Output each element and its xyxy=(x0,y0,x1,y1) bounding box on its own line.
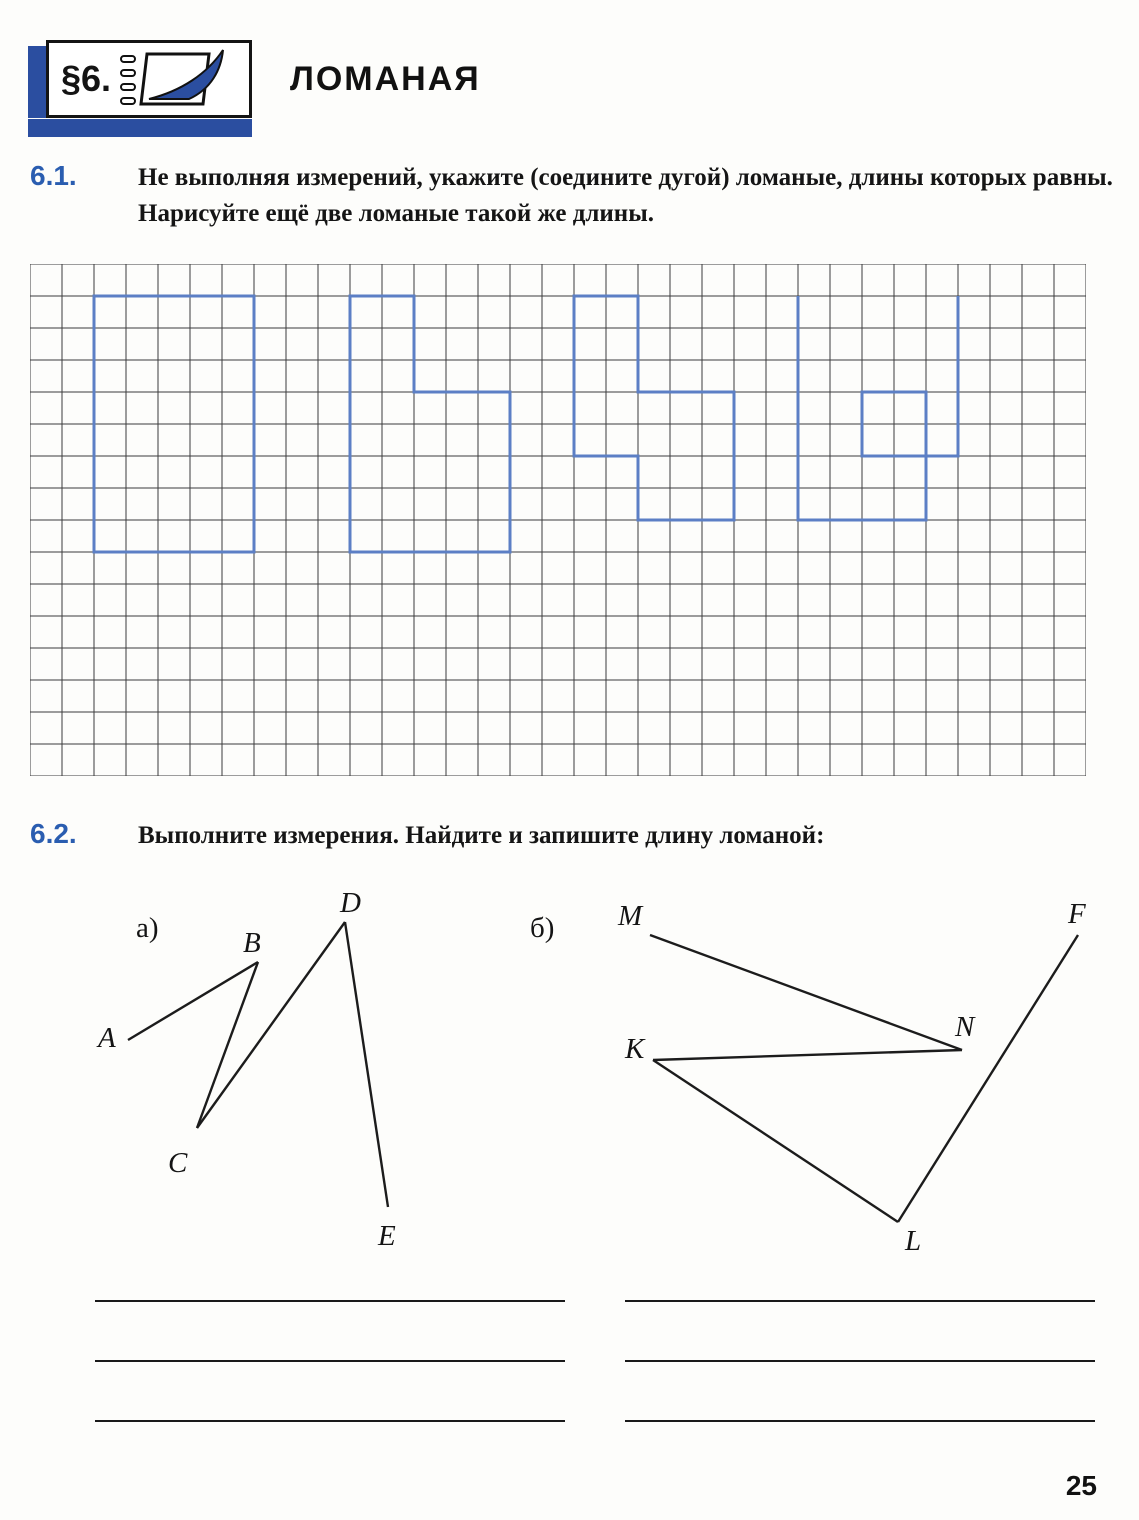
point-label-E: E xyxy=(378,1220,396,1252)
polyline-segment xyxy=(650,935,962,1050)
problem-6-1-number: 6.1. xyxy=(30,160,77,191)
section-number: §6. xyxy=(61,58,112,99)
polyline-segment xyxy=(197,922,345,1128)
polyline-segment xyxy=(128,962,258,1040)
figure-b-label: б) xyxy=(530,912,555,944)
polyline-segment xyxy=(653,1050,962,1060)
polyline-segment xyxy=(653,1060,898,1222)
point-label-C: C xyxy=(168,1147,188,1179)
answer-line xyxy=(625,1360,1095,1362)
point-label-M: M xyxy=(618,900,643,932)
answer-line xyxy=(95,1360,565,1362)
point-label-F: F xyxy=(1068,898,1086,930)
answer-lines-b xyxy=(625,1300,1095,1480)
answer-line xyxy=(95,1420,565,1422)
measurement-figures xyxy=(0,880,1139,1280)
header-accent-bar xyxy=(28,119,252,137)
problem-6-2-number: 6.2. xyxy=(30,818,77,849)
polyline-segment xyxy=(197,962,258,1128)
answer-line xyxy=(625,1300,1095,1302)
answer-lines-a xyxy=(95,1300,565,1480)
section-number-box xyxy=(46,40,252,118)
point-label-A: A xyxy=(98,1022,116,1054)
blue-polyline-3 xyxy=(574,296,734,520)
grid-paper xyxy=(30,264,1086,776)
figure-a-label: а) xyxy=(136,912,159,944)
answer-line xyxy=(625,1420,1095,1422)
answer-line xyxy=(95,1300,565,1302)
point-label-D: D xyxy=(340,887,361,919)
polyline-segment xyxy=(345,922,388,1207)
page-title: ЛОМАНАЯ xyxy=(290,60,481,98)
blue-polyline-4 xyxy=(798,296,958,520)
point-label-B: B xyxy=(243,927,261,959)
problem-6-1-text: Не выполняя измерений, укажите (соедините дугой) ломаные, длины которых равны. Нарисуйте ещё две ломаные такой же длины. xyxy=(138,164,1113,227)
notebook-page-flip-icon xyxy=(117,48,232,110)
point-label-K: K xyxy=(625,1033,645,1065)
page-number: 25 xyxy=(1065,1470,1097,1501)
point-label-N: N xyxy=(955,1011,975,1043)
problem-6-2-text: Выполните измерения. Найдите и запишите длину ломаной: xyxy=(138,822,825,849)
polyline-segment xyxy=(898,935,1078,1222)
point-label-L: L xyxy=(905,1225,922,1257)
